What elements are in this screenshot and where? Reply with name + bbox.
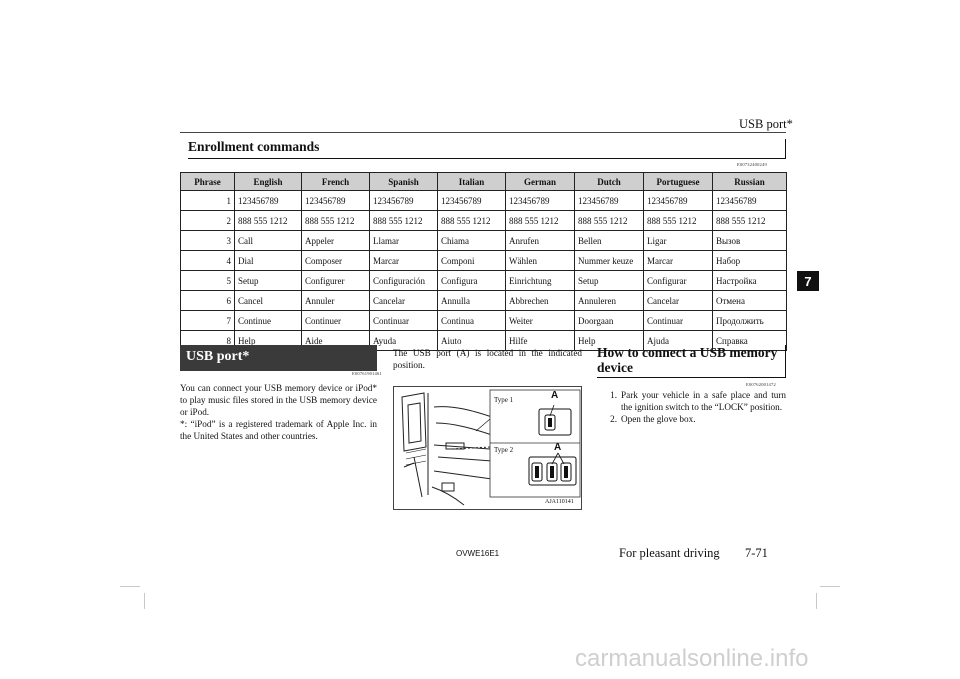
table-row <box>181 271 787 291</box>
command-cell: 123456789 <box>370 191 438 211</box>
command-cell: 888 555 1212 <box>713 211 787 231</box>
usb-location-text: The USB port (A) is located in the indicated position. <box>393 348 582 370</box>
command-cell: Configuración <box>370 271 438 291</box>
command-cell: Справка <box>713 331 787 351</box>
command-cell: 123456789 <box>575 191 644 211</box>
usb-description <box>180 382 377 442</box>
command-cell: Bellen <box>575 231 644 251</box>
command-cell: Continuar <box>644 311 713 331</box>
column-header: Dutch <box>575 173 644 191</box>
command-cell: 888 555 1212 <box>506 211 575 231</box>
command-cell: Help <box>575 331 644 351</box>
phrase-number-cell: 3 <box>181 231 235 251</box>
command-cell: 123456789 <box>713 191 787 211</box>
command-cell: Continue <box>235 311 302 331</box>
connect-steps-list <box>597 389 786 425</box>
step-number: 2. <box>610 414 617 424</box>
column-header: English <box>235 173 302 191</box>
table-header-row <box>181 173 787 191</box>
figure-code: AJA110141 <box>545 499 574 505</box>
step-number: 1. <box>610 390 617 400</box>
ipod-trademark-footnote: *: “iPod” is a registered trademark of Apple Inc. in the United States and other countries. <box>180 419 377 441</box>
crop-mark <box>816 593 817 609</box>
column-header: Portuguese <box>644 173 713 191</box>
command-cell: Configurar <box>644 271 713 291</box>
command-cell: Настройка <box>713 271 787 291</box>
command-cell: Einrichtung <box>506 271 575 291</box>
command-cell: Cancel <box>235 291 302 311</box>
chapter-tab: 7 <box>797 271 819 291</box>
command-cell: Configura <box>438 271 506 291</box>
command-cell: Call <box>235 231 302 251</box>
column-header: Spanish <box>370 173 438 191</box>
command-cell: Nummer keuze <box>575 251 644 271</box>
enrollment-section-code: E00732400249 <box>737 162 767 167</box>
column-header: Italian <box>438 173 506 191</box>
command-cell: Aiuto <box>438 331 506 351</box>
watermark: carmanualsonline.info <box>575 645 809 672</box>
phrase-number-cell: 2 <box>181 211 235 231</box>
command-cell: Continuar <box>370 311 438 331</box>
command-cell: Annuleren <box>575 291 644 311</box>
usb-section-code: E00761901461 <box>352 371 382 376</box>
table-row <box>181 291 787 311</box>
table-row <box>181 211 787 231</box>
command-cell: Chiama <box>438 231 506 251</box>
command-cell: Dial <box>235 251 302 271</box>
type-1-label: Type 1 <box>494 396 514 404</box>
howto-section-code: E00762001472 <box>746 382 776 387</box>
column-header: Russian <box>713 173 787 191</box>
command-cell: Marcar <box>644 251 713 271</box>
command-cell: Appeler <box>302 231 370 251</box>
command-cell: Llamar <box>370 231 438 251</box>
table-row <box>181 191 787 211</box>
crop-mark <box>144 593 145 609</box>
command-cell: Help <box>235 331 302 351</box>
command-cell: Abbrechen <box>506 291 575 311</box>
command-cell: Configurer <box>302 271 370 291</box>
phrase-number-cell: 7 <box>181 311 235 331</box>
step-text: Open the glove box. <box>621 414 696 424</box>
type-2-label: Type 2 <box>494 446 514 454</box>
command-cell: 123456789 <box>302 191 370 211</box>
command-cell: Marcar <box>370 251 438 271</box>
list-item <box>597 413 786 425</box>
how-to-connect-heading: How to connect a USB memory device <box>597 345 786 378</box>
page-number: 7-71 <box>745 546 768 560</box>
crop-mark <box>820 586 840 587</box>
command-cell: 888 555 1212 <box>235 211 302 231</box>
phrase-number-cell: 8 <box>181 331 235 351</box>
callout-a-type2: A <box>554 442 562 453</box>
command-cell: Setup <box>575 271 644 291</box>
command-cell: 888 555 1212 <box>438 211 506 231</box>
command-cell: Ayuda <box>370 331 438 351</box>
phrase-number-cell: 4 <box>181 251 235 271</box>
document-code: OVWE16E1 <box>456 549 500 558</box>
command-cell: 123456789 <box>438 191 506 211</box>
command-cell: 123456789 <box>506 191 575 211</box>
command-cell: Continua <box>438 311 506 331</box>
command-cell: Hilfe <box>506 331 575 351</box>
command-cell: Composer <box>302 251 370 271</box>
usb-port-heading: USB port* <box>180 345 377 371</box>
command-cell: Continuer <box>302 311 370 331</box>
enrollment-commands-table <box>180 172 787 351</box>
usb-port-location-figure <box>393 386 582 510</box>
usb-body-text: You can connect your USB memory device or iPod* to play music files stored in the USB memory device or iPod. <box>180 383 377 417</box>
command-cell: Aide <box>302 331 370 351</box>
list-item <box>597 389 786 413</box>
phrase-number-cell: 1 <box>181 191 235 211</box>
command-cell: Отмена <box>713 291 787 311</box>
command-cell: 123456789 <box>235 191 302 211</box>
running-title: USB port* <box>739 117 793 131</box>
phrase-number-cell: 5 <box>181 271 235 291</box>
command-cell: Cancelar <box>370 291 438 311</box>
table-row <box>181 251 787 271</box>
phrase-number-cell: 6 <box>181 291 235 311</box>
table-row <box>181 231 787 251</box>
command-cell: Вызов <box>713 231 787 251</box>
command-cell: Weiter <box>506 311 575 331</box>
command-cell: Ajuda <box>644 331 713 351</box>
command-cell: 123456789 <box>644 191 713 211</box>
command-cell: Ligar <box>644 231 713 251</box>
footer-section-name: For pleasant driving <box>619 546 720 560</box>
command-cell: 888 555 1212 <box>370 211 438 231</box>
column-header: German <box>506 173 575 191</box>
callout-a-type1: A <box>551 390 559 401</box>
column-header: French <box>302 173 370 191</box>
command-cell: Doorgaan <box>575 311 644 331</box>
command-cell: Componi <box>438 251 506 271</box>
header-rule <box>180 132 786 133</box>
command-cell: Набор <box>713 251 787 271</box>
command-cell: Annuler <box>302 291 370 311</box>
table-row <box>181 311 787 331</box>
command-cell: Продолжить <box>713 311 787 331</box>
command-cell: Setup <box>235 271 302 291</box>
crop-mark <box>120 586 140 587</box>
command-cell: 888 555 1212 <box>644 211 713 231</box>
command-cell: 888 555 1212 <box>575 211 644 231</box>
command-cell: Annulla <box>438 291 506 311</box>
command-cell: Anrufen <box>506 231 575 251</box>
enrollment-commands-title: Enrollment commands <box>188 139 786 159</box>
command-cell: Cancelar <box>644 291 713 311</box>
command-cell: 888 555 1212 <box>302 211 370 231</box>
dashboard-illustration <box>394 387 581 509</box>
step-text: Park your vehicle in a safe place and turn the ignition switch to the “LOCK” position. <box>621 390 786 412</box>
command-cell: Wählen <box>506 251 575 271</box>
column-header: Phrase <box>181 173 235 191</box>
